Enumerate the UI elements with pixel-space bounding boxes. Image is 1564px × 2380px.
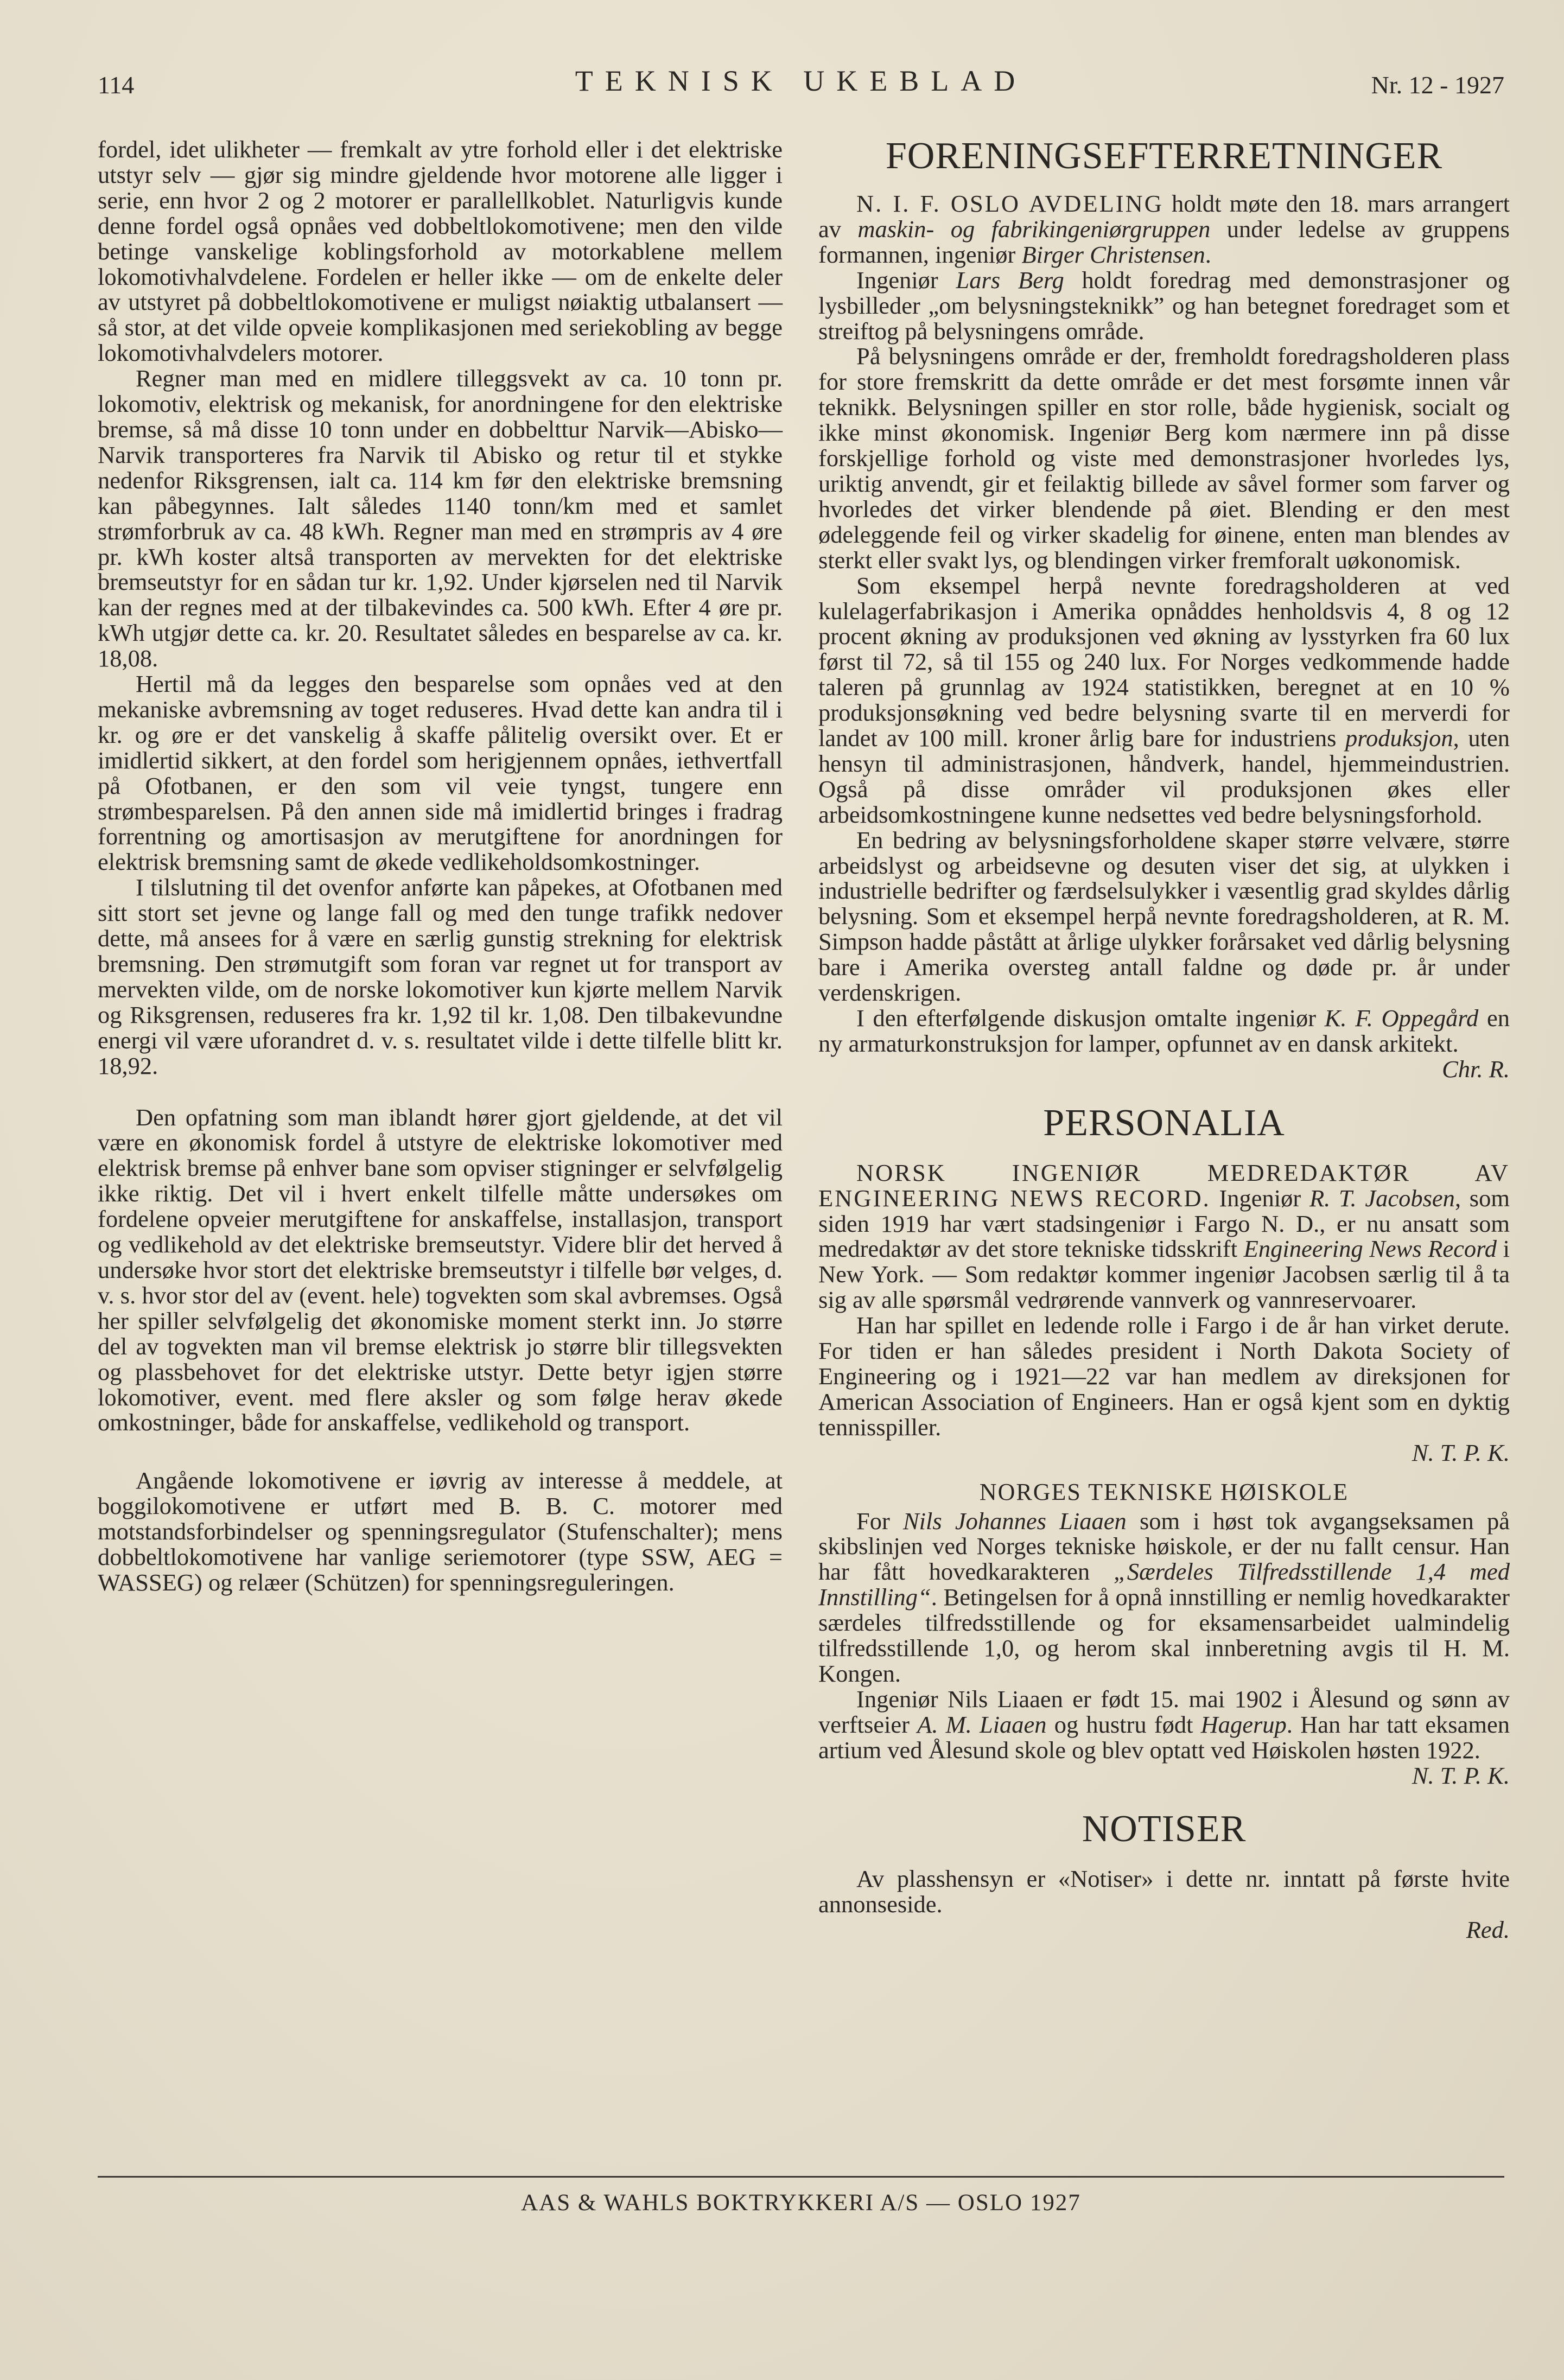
right-column bbox=[818, 135, 1510, 1943]
author-signature: N. T. P. K. bbox=[1412, 1761, 1510, 1789]
article-paragraph: Han har spillet en ledende rolle i Fargo i de år han virket derute. For tiden er han således president i North Dakota Society of Engineering og i 1921—22 var han medlem av direksjonen for American Association of Engineers. Han er også kjent som en dyktig tennisspiller. bbox=[818, 1312, 1510, 1441]
article-paragraph: Regner man med en midlere tilleggsvekt av ca. 10 tonn pr. lokomotiv, elektrisk og mekanisk, for anordningene for den elektriske bremse, så må disse 10 tonn under en dobbelttur Narvik—Abisko—Narvik transporteres fra Narvik til Abisko og retur til et stykke nedenfor Riksgrensen, ialt ca. 114 km før den elektriske bremsning kan påbegynnes. Ialt således 1140 tonn/km med et samlet strømforbruk av ca. 48 kWh. Regner man med en strømpris av 4 øre pr. kWh koster altså transporten av mervekten for det elektriske bremseutstyr for en sådan tur kr. 1,92. Under kjørselen ned til Narvik kan der regnes med at der tilbakevindes ca. 500 kWh. Efter 4 øre pr. kWh utgjør dette ca. kr. 20. Resultatet således en besparelse av ca. kr. 18,08. bbox=[98, 365, 783, 672]
section-notiser bbox=[818, 1808, 1510, 1943]
article-paragraph: NORSK INGENIØR MEDREDAKTØR AV ENGINEERING NEWS RECORD. Ingeniør R. T. Jacobsen, som siden 1919 har vært stadsingeniør i Fargo N. D., er nu ansatt som medredaktør av det store tekniske tidsskrift Engineering News Record i New York. — Som redaktør kommer ingeniør Jacobsen særlig til å ta sig av alle spørsmål vedrørende vannverk og vannreservoarer. bbox=[818, 1159, 1510, 1314]
printer-footer bbox=[98, 2176, 1504, 2216]
article-paragraph: fordel, idet ulikheter — fremkalt av ytre forhold eller i det elektriske utstyr selv — gjør sig mindre gjeldende hvor motorene alle ligger i serie, enn hvor 2 og 2 motorer er parallellkoblet. Naturligvis kunde denne fordel også opnåes ved dobbeltlokomotivene; men den vilde betinge vanskelige koblingsforhold av motorkablene mellem lokomotivhalvdelene. Fordelen er heller ikke — om de enkelte deler av utstyret på dobbeltlokomotivene er muligst nøiaktig utbalansert — så stor, at det vilde opveie komplikasjonen med seriekobling av begge lokomotivhalvdelers motorer. bbox=[98, 136, 783, 367]
author-signature: Chr. R. bbox=[1442, 1055, 1510, 1083]
issue-number: Nr. 12 - 1927 bbox=[1371, 71, 1504, 99]
running-head bbox=[98, 64, 1504, 107]
page-number: 114 bbox=[98, 71, 135, 99]
article-paragraph: Av plasshensyn er «Notiser» i dette nr. inntatt på første hvite annonseside. bbox=[818, 1865, 1510, 1918]
section-heading: FORENINGSEFTERRETNINGER bbox=[885, 135, 1443, 177]
article-paragraph: I tilslutning til det ovenfor anførte kan påpekes, at Ofotbanen med sitt stort set jevne og lange fall og med den tunge trafikk nedover dette, må ansees for å være en særlig gunstig strekning for elektrisk bremsning. Den strømutgift som foran var regnet ut for transport av mervekten vilde, om de norske lokomotiver kun kjørte mellem Narvik og Riksgrensen, reduseres fra kr. 1,92 til kr. 1,08. Den tilbakevundne energi vil være uforandret d. v. s. resultatet vilde i dette tilfelle blitt kr. 18,92. bbox=[98, 874, 783, 1079]
article-paragraph: Angående lokomotivene er iøvrig av interesse å meddele, at boggilokomotivene er utført med B. B. C. motorer med motstandsforbindelser og spenningsregulator (Stufenschalter); mens dobbeltlokomotivene har vanlige seriemotorer (type SSW, AEG = WASSEG) og relæer (Schützen) for spenningsreguleringen. bbox=[98, 1467, 783, 1596]
subsection-heading: NORGES TEKNISKE HØISKOLE bbox=[979, 1478, 1349, 1505]
section-personalia bbox=[818, 1102, 1510, 1789]
article-paragraph: Hertil må da legges den besparelse som opnåes ved at den mekaniske avbremsning av toget reduseres. Hvad dette kan andra til i kr. og øre er det vanskelig å skaffe pålitelig oversikt over. Et er imidlertid sikkert, at den fordel som herigjennem opnåes, iethvertfall på Ofotbanen, er den som vil veie tyngst, tungere enn strømbesparelsen. På den annen side må imidlertid bringes i fradrag forrentning og amortisasjon av merutgiftene for anordningen for elektrisk bremsning samt de økede vedlikeholdsomkostninger. bbox=[98, 670, 783, 876]
article-paragraph: Ingeniør Nils Liaaen er født 15. mai 1902 i Ålesund og sønn av verftseier A. M. Liaaen og hustru født Hagerup. Han har tatt eksamen artium ved Ålesund skole og blev optatt ved Høiskolen høsten 1922. bbox=[818, 1685, 1510, 1764]
author-signature: Red. bbox=[1466, 1916, 1510, 1944]
author-signature: N. T. P. K. bbox=[1412, 1439, 1510, 1466]
article-paragraph: En bedring av belysningsforholdene skaper større velvære, større arbeidslyst og arbeidsevne og desuten viser det sig, at ulykken i industrielle bedrifter og færdselsulykker i væsentlig grad skyldes dårlig belysning. Som et eksempel herpå nevnte foredragsholderen, at R. M. Simpson hadde påstått at årlige ulykker forårsaket ved dårlig belysning bare i Amerika oversteg antall faldne og døde pr. år under verdenskrigen. bbox=[818, 826, 1510, 1007]
section-foreningsefterretninger bbox=[818, 135, 1510, 1082]
printer-imprint: AAS & WAHLS BOKTRYKKERI A/S — OSLO 1927 bbox=[521, 2190, 1081, 2216]
article-paragraph: N. I. F. OSLO AVDELING holdt møte den 18. mars arrangert av maskin- og fabrikingeniørgruppen under ledelse av gruppens formannen, ingeniør Birger Christensen. bbox=[818, 190, 1510, 268]
article-paragraph: Den opfatning som man iblandt hører gjort gjeldende, at det vil være en økonomisk fordel å utstyre de elektriske lokomotiver med elektrisk bremse på enhver bane som opviser stigninger er selvfølgelig ikke riktig. Det vil i hvert enkelt tilfelle måtte undersøkes om fordelene opveier merutgiftene for anskaffelse, installasjon, transport og vedlikehold av det elektriske bremseutstyr. Videre blir det herved å undersøke hvor stort det elektriske bremseutstyr i tilfelle bør velges, d. v. s. hvor stor del av (event. hele) togvekten som skal avbremses. Også her spiller selvfølgelig det økonomiske moment sterkt inn. Jo større del av togvekten man vil bremse elektrisk jo større blir tillegsvekten og plassbehovet for det elektriske utstyr. Dette betyr igjen større lokomotiver, event. med flere aksler og som følge herav økede omkostninger, både for anskaffelse, vedlikehold og transport. bbox=[98, 1103, 783, 1436]
section-heading: NOTISER bbox=[1082, 1808, 1247, 1850]
left-column bbox=[98, 137, 783, 1595]
article-paragraph: For Nils Johannes Liaaen som i høst tok avgangseksamen på skibslinjen ved Norges tekniske høiskole, er der nu fallt censur. Han har fått hovedkarakteren „Særdeles Tilfredsstillende 1,4 med Innstilling“. Betingelsen for å opnå innstilling er nemlig hovedkarakter særdeles tilfredsstillende og for eksamensarbeidet ualmindelig tilfredsstillende 1,0, og herom skal innberetning avgis til H. M. Kongen. bbox=[818, 1507, 1510, 1687]
journal-title: TEKNISK UKEBLAD bbox=[575, 65, 1027, 97]
footer-rule bbox=[98, 2176, 1504, 2178]
article-paragraph: Ingeniør Lars Berg holdt foredrag med demonstrasjoner og lysbilleder „om belysningsteknikk” og han betegnet foredraget som et streiftog på belysningens område. bbox=[818, 266, 1510, 345]
article-paragraph: I den efterfølgende diskusjon omtalte ingeniør K. F. Oppegård en ny armaturkonstruksjon for lamper, opfunnet av en dansk arkitekt. bbox=[818, 1004, 1510, 1057]
article-paragraph: På belysningens område er der, fremholdt foredragsholderen plass for store fremskritt da dette område er det mest forsømte innen vår teknikk. Belysningen spiller en stor rolle, både hygienisk, socialt og ikke minst økonomisk. Ingeniør Berg kom nærmere inn på disse forskjellige forhold og viste med demonstrasjoner hvorledes lys, uriktig anvendt, gir et feilaktig billede av såvel former som farver og hvorledes det virker blendende på øiet. Blending er den mest ødeleggende feil og virker skadelig for øinene, enten man blendes av sterkt eller svakt lys, og blendingen virker fremforalt uøkonomisk. bbox=[818, 342, 1510, 574]
section-heading: PERSONALIA bbox=[1043, 1102, 1285, 1144]
article-paragraph: Som eksempel herpå nevnte foredragsholderen at ved kulelagerfabrikasjon i Amerika opnåddes henholdsvis 4, 8 og 12 procent økning av produksjonen ved økning av lysstyrken fra 60 lux først til 72, så til 155 og 240 lux. For Norges vedkommende hadde taleren på grunnlag av 1924 statistikken, beregnet at en 10 % produksjonsøkning ved bedre belysning svarte til en merverdi for landet av 100 mill. kroner årlig bare for industriens produksjon, uten hensyn til administrasjonen, håndverk, handel, hjemmeindustrien. Også på disse områder vil produksjonen økes eller arbeidsomkostningene kunne nedsettes ved bedre belysningsforhold. bbox=[818, 571, 1510, 828]
